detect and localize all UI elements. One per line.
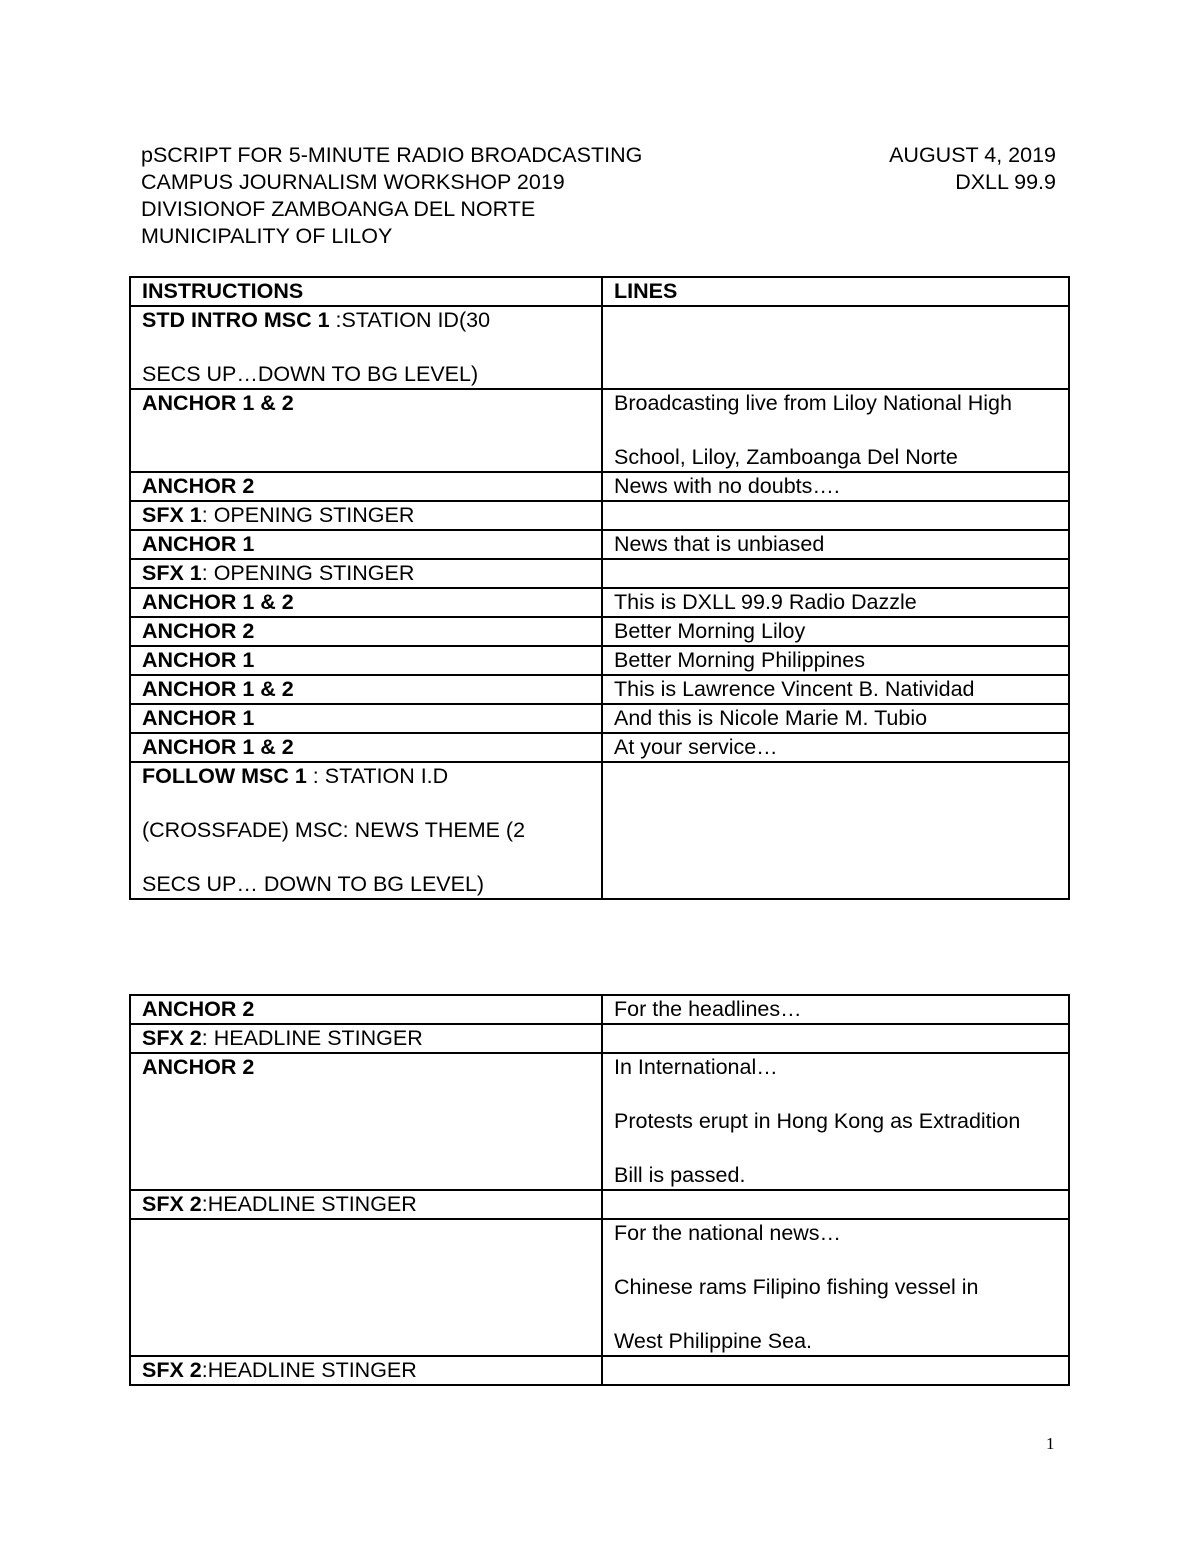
table-row — [130, 1219, 1069, 1356]
instruction-text: SECS UP…DOWN TO BG LEVEL) — [142, 362, 479, 386]
line-cell — [602, 1024, 1069, 1053]
line-text: Protests erupt in Hong Kong as Extradition — [614, 1109, 1021, 1133]
instruction-cell — [130, 762, 602, 899]
instruction-label: ANCHOR 1 — [142, 706, 255, 730]
instruction-text: SECS UP… DOWN TO BG LEVEL) — [142, 872, 485, 896]
instruction-label: ANCHOR 1 — [142, 648, 255, 672]
table-row — [130, 1053, 1069, 1190]
table-row — [130, 1190, 1069, 1219]
line-cell — [602, 306, 1069, 389]
line-cell — [602, 1053, 1069, 1190]
instruction-cell — [130, 1024, 602, 1053]
line-text: West Philippine Sea. — [614, 1329, 812, 1353]
instruction-cell — [130, 472, 602, 501]
instruction-label: ANCHOR 1 & 2 — [142, 735, 294, 759]
table-row — [130, 389, 1069, 472]
instruction-cell — [130, 1219, 602, 1356]
table-row — [130, 704, 1069, 733]
table-row — [130, 1356, 1069, 1385]
line-cell — [602, 1190, 1069, 1219]
instruction-label: SFX 2 — [142, 1358, 202, 1382]
line-text: Chinese rams Filipino fishing vessel in — [614, 1275, 979, 1299]
page-number: 1 — [1046, 1434, 1055, 1453]
line-cell — [602, 762, 1069, 899]
line-cell: News that is unbiased — [602, 530, 1069, 559]
instruction-cell — [130, 733, 602, 762]
instruction-label: ANCHOR 1 & 2 — [142, 677, 294, 701]
instruction-cell — [130, 1190, 602, 1219]
line-text: In International… — [614, 1055, 778, 1079]
instruction-label: ANCHOR 1 & 2 — [142, 590, 294, 614]
instruction-label: ANCHOR 1 — [142, 532, 255, 556]
instruction-text: :HEADLINE STINGER — [201, 1192, 417, 1216]
line-cell — [602, 1356, 1069, 1385]
instruction-cell — [130, 675, 602, 704]
instruction-text: :HEADLINE STINGER — [201, 1358, 417, 1382]
line-cell: Better Morning Philippines — [602, 646, 1069, 675]
instruction-cell — [130, 704, 602, 733]
instruction-cell — [130, 1053, 602, 1190]
line-text: Broadcasting live from Liloy National High — [614, 391, 1012, 415]
instruction-label: ANCHOR 2 — [142, 997, 255, 1021]
line-cell — [602, 559, 1069, 588]
table-row — [130, 675, 1069, 704]
table-header-row — [130, 277, 1069, 306]
instruction-text: :STATION ID(30 — [329, 308, 491, 332]
municipality-name: MUNICIPALITY OF LILOY — [141, 224, 393, 248]
table-row — [130, 995, 1069, 1024]
instruction-cell — [130, 646, 602, 675]
table-row — [130, 472, 1069, 501]
table-row — [130, 646, 1069, 675]
column-header-instructions: INSTRUCTIONS — [130, 277, 602, 306]
line-text: School, Liloy, Zamboanga Del Norte — [614, 445, 958, 469]
instruction-cell — [130, 588, 602, 617]
table-row — [130, 1024, 1069, 1053]
instruction-cell — [130, 559, 602, 588]
instruction-cell — [130, 306, 602, 389]
station-frequency: DXLL 99.9 — [955, 170, 1056, 194]
instruction-cell — [130, 617, 602, 646]
line-cell: For the headlines… — [602, 995, 1069, 1024]
script-title: pSCRIPT FOR 5-MINUTE RADIO BROADCASTING — [141, 143, 643, 167]
document-header — [141, 142, 1056, 250]
division-name: DIVISIONOF ZAMBOANGA DEL NORTE — [141, 197, 536, 221]
line-text: For the national news… — [614, 1221, 842, 1245]
line-cell: This is Lawrence Vincent B. Natividad — [602, 675, 1069, 704]
instruction-text: : STATION I.D — [306, 764, 449, 788]
instruction-label: SFX 1 — [142, 561, 202, 585]
script-date: AUGUST 4, 2019 — [889, 143, 1056, 167]
workshop-name: CAMPUS JOURNALISM WORKSHOP 2019 — [141, 170, 565, 194]
line-cell: Better Morning Liloy — [602, 617, 1069, 646]
instruction-label: SFX 1 — [142, 503, 202, 527]
instruction-label: ANCHOR 2 — [142, 1055, 255, 1079]
instruction-label: SFX 2 — [142, 1192, 202, 1216]
line-cell — [602, 501, 1069, 530]
table-row — [130, 617, 1069, 646]
instruction-label: ANCHOR 1 & 2 — [142, 391, 294, 415]
instruction-label: SFX 2 — [142, 1026, 202, 1050]
instruction-cell — [130, 995, 602, 1024]
instruction-cell — [130, 1356, 602, 1385]
instruction-label: FOLLOW MSC 1 — [142, 764, 307, 788]
instruction-text: : OPENING STINGER — [201, 503, 415, 527]
script-table-2 — [129, 994, 1070, 1386]
script-table-1 — [129, 276, 1070, 900]
instruction-text: : OPENING STINGER — [201, 561, 415, 585]
line-text: Bill is passed. — [614, 1163, 746, 1187]
instruction-label: STD INTRO MSC 1 — [142, 308, 330, 332]
instruction-label: ANCHOR 2 — [142, 619, 255, 643]
instruction-text: (CROSSFADE) MSC: NEWS THEME (2 — [142, 818, 526, 842]
table-row — [130, 588, 1069, 617]
instruction-text: : HEADLINE STINGER — [201, 1026, 423, 1050]
table-row — [130, 762, 1069, 899]
table-row — [130, 559, 1069, 588]
instruction-cell — [130, 501, 602, 530]
instruction-cell — [130, 530, 602, 559]
table-row — [130, 306, 1069, 389]
column-header-lines: LINES — [602, 277, 1069, 306]
instruction-label: ANCHOR 2 — [142, 474, 255, 498]
line-cell — [602, 389, 1069, 472]
table-row — [130, 530, 1069, 559]
line-cell: This is DXLL 99.9 Radio Dazzle — [602, 588, 1069, 617]
table-row — [130, 501, 1069, 530]
line-cell: News with no doubts…. — [602, 472, 1069, 501]
instruction-cell — [130, 389, 602, 472]
line-cell: And this is Nicole Marie M. Tubio — [602, 704, 1069, 733]
line-cell — [602, 1219, 1069, 1356]
line-cell: At your service… — [602, 733, 1069, 762]
table-row — [130, 733, 1069, 762]
